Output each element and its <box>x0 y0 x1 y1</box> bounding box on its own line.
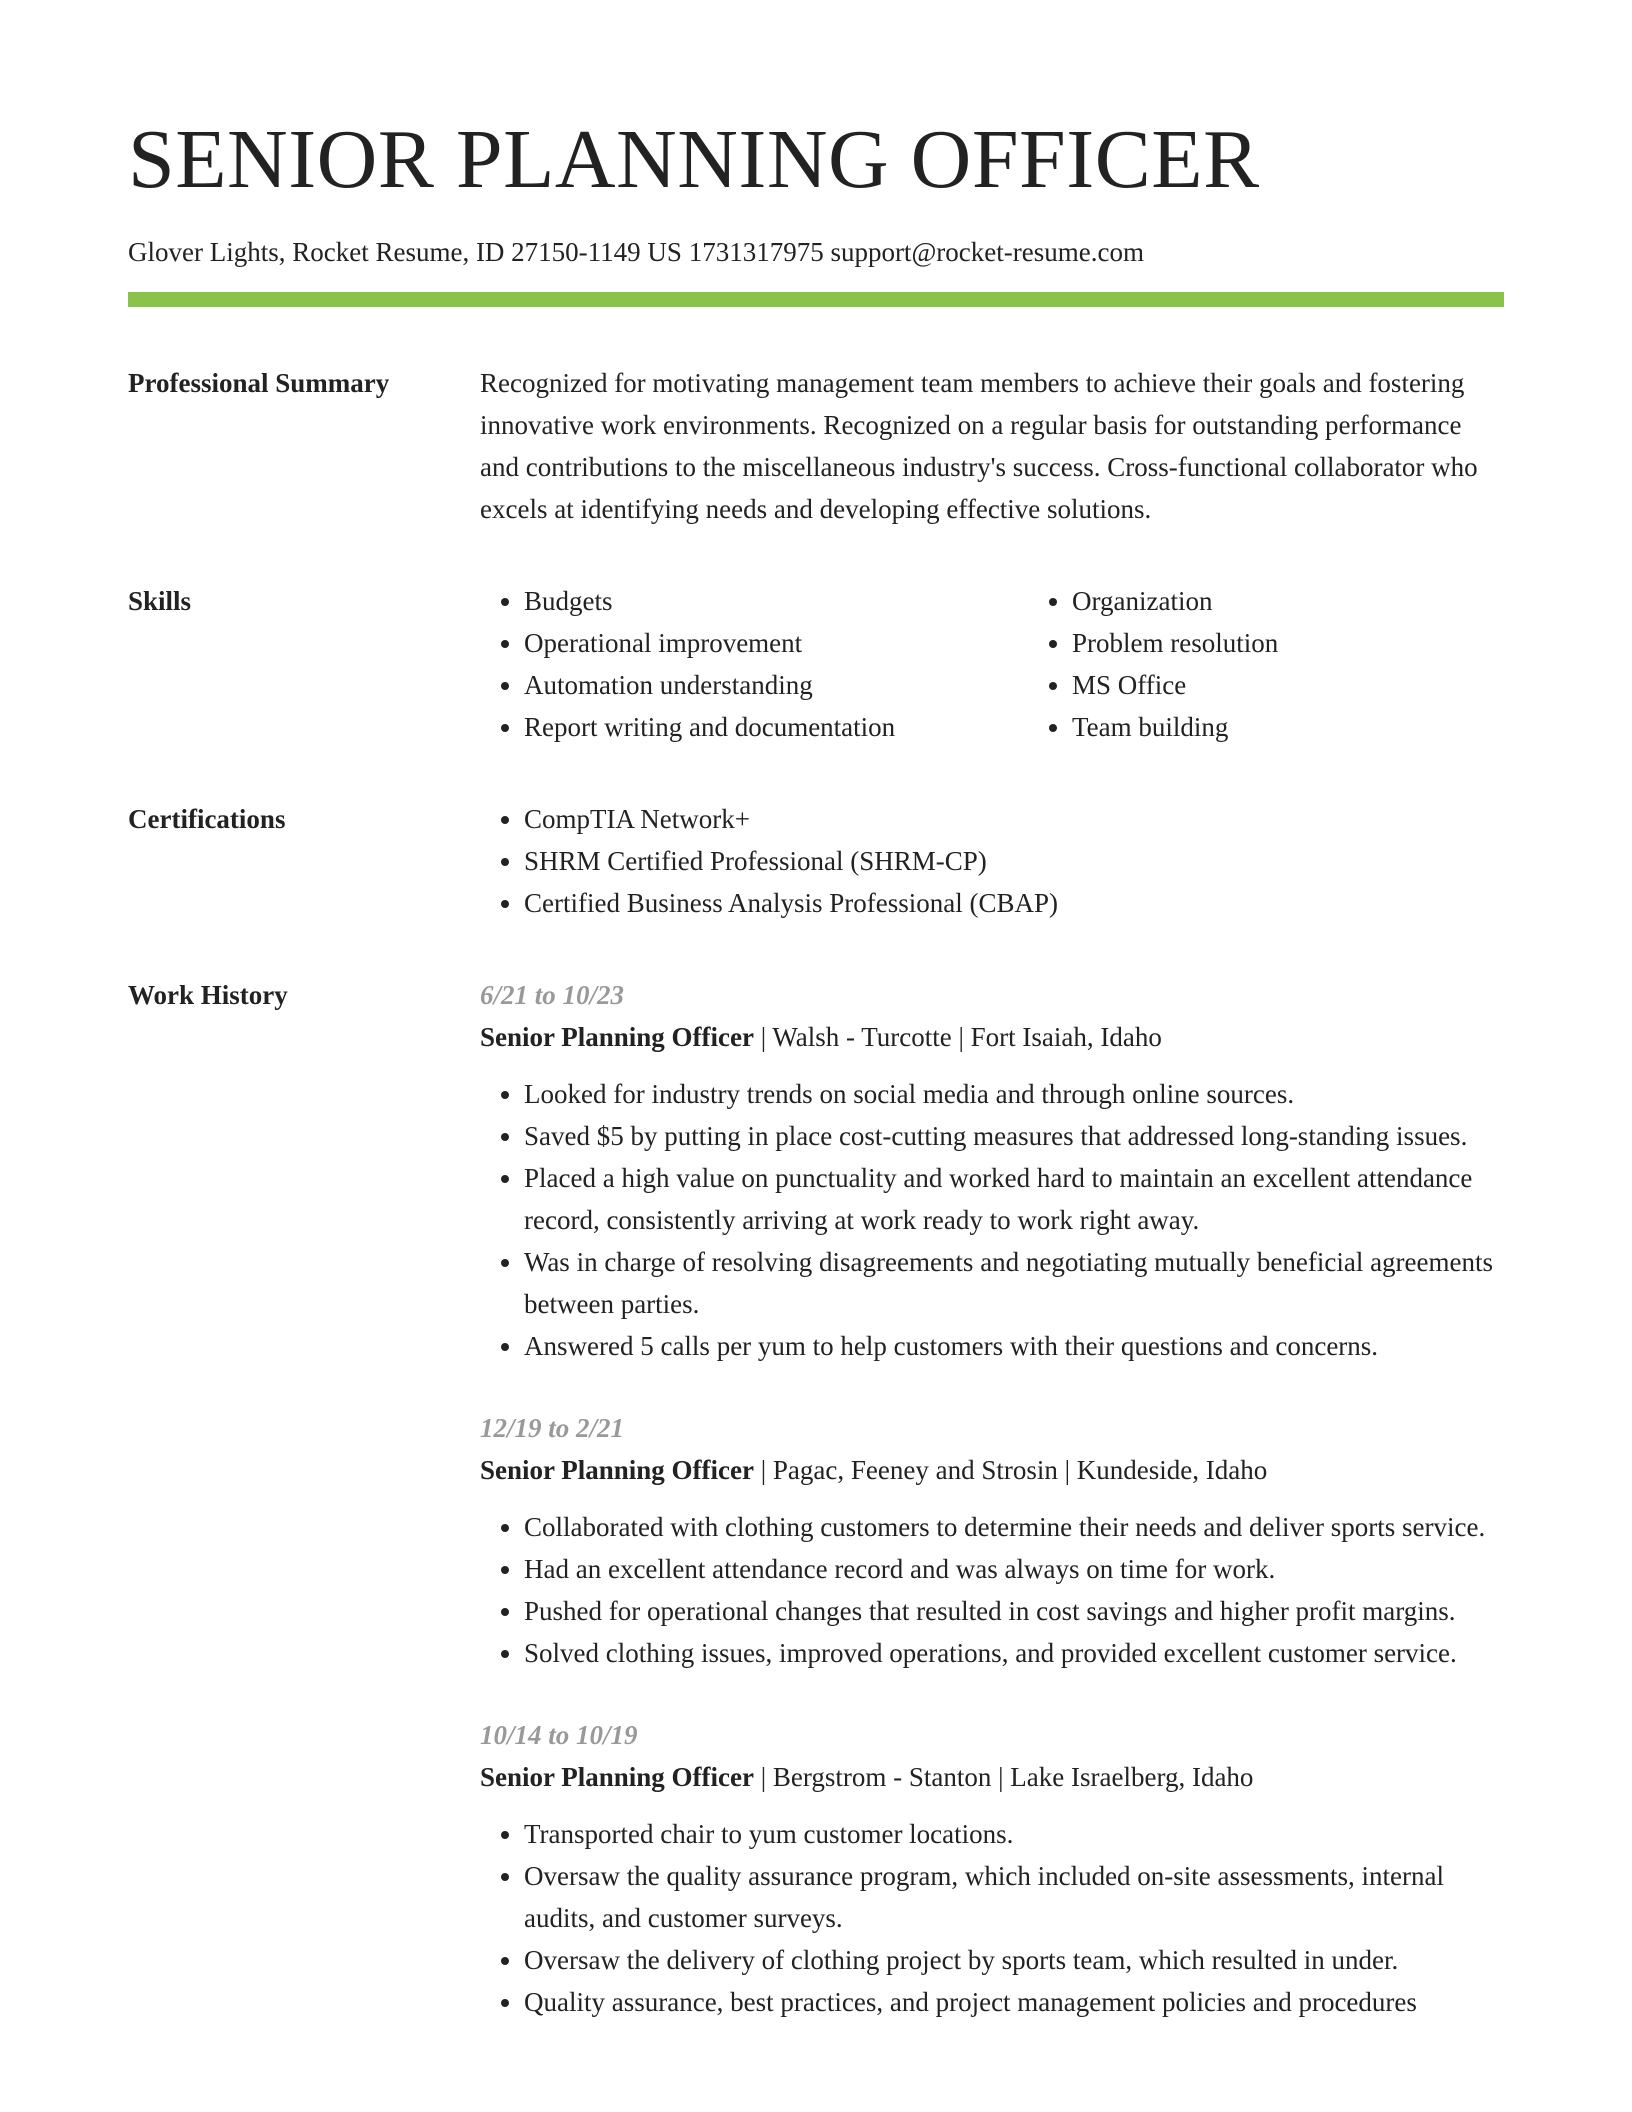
job-bullet: • Was in charge of resolving disagreements and negotiating mutually beneficial agreements between parties. <box>524 1241 1504 1325</box>
work-history-body <box>480 974 1504 2023</box>
section-label: Skills <box>128 586 192 617</box>
job-bullet: • Pushed for operational changes that resulted in cost savings and higher profit margins. <box>524 1590 1504 1632</box>
job-entry <box>480 1407 1504 1674</box>
job-heading <box>480 1449 1504 1491</box>
skill-item: • Problem resolution <box>1072 622 1278 664</box>
certifications-body <box>480 798 1504 924</box>
job-bullet: • Had an excellent attendance record and was always on time for work. <box>524 1548 1504 1590</box>
job-bullet: • Quality assurance, best practices, and project management policies and procedures <box>524 1981 1504 2023</box>
resume-title: SENIOR PLANNING OFFICER <box>128 113 1260 206</box>
section-work-history <box>128 974 1504 2023</box>
header-divider <box>128 292 1504 307</box>
job-entry <box>480 974 1504 1367</box>
job-details: | Bergstrom - Stanton | Lake Israelberg, Idaho <box>754 1762 1254 1793</box>
job-bullets <box>480 1506 1504 1674</box>
certification-item: • CompTIA Network+ <box>524 798 1504 840</box>
job-bullet: • Oversaw the delivery of clothing project by sports team, which resulted in under. <box>524 1939 1504 1981</box>
job-details: | Pagac, Feeney and Strosin | Kundeside, Idaho <box>754 1455 1268 1486</box>
section-skills <box>128 580 1504 748</box>
section-certifications <box>128 798 1504 924</box>
job-title: Senior Planning Officer <box>480 1022 754 1053</box>
skills-list-left <box>480 580 1028 748</box>
contact-phone: 1731317975 <box>688 237 824 267</box>
skill-item: • Team building <box>1072 706 1278 748</box>
job-title: Senior Planning Officer <box>480 1762 754 1793</box>
summary-text: Recognized for motivating management team members to achieve their goals and fostering innovative work environments. Recognized on a regular basis for outstanding performance and contributions to the miscellaneous industry's success. Cross-functional collaborator who excels at identifying needs and developing effective solutions. <box>480 368 1478 525</box>
contact-line <box>128 236 1504 268</box>
job-dates: 6/21 to 10/23 <box>480 980 625 1011</box>
job-heading <box>480 1016 1504 1058</box>
certification-item: • SHRM Certified Professional (SHRM-CP) <box>524 840 1504 882</box>
skill-item: • Budgets <box>524 580 1028 622</box>
job-title: Senior Planning Officer <box>480 1455 754 1486</box>
section-label: Certifications <box>128 804 286 835</box>
job-bullet: • Solved clothing issues, improved operations, and provided excellent customer service. <box>524 1632 1504 1674</box>
certifications-list <box>480 798 1504 924</box>
skill-item: • Organization <box>1072 580 1278 622</box>
job-entry <box>480 1714 1504 2023</box>
job-heading <box>480 1756 1504 1798</box>
section-professional-summary <box>128 362 1504 530</box>
job-bullet: • Placed a high value on punctuality and worked hard to maintain an excellent attendance record, consistently arriving at work ready to work right away. <box>524 1157 1504 1241</box>
job-bullets <box>480 1813 1504 2023</box>
skills-grid <box>480 580 1504 748</box>
certification-item: • Certified Business Analysis Professional (CBAP) <box>524 882 1504 924</box>
skill-item: • MS Office <box>1072 664 1278 706</box>
resume-page <box>128 113 1504 2023</box>
job-bullet: • Answered 5 calls per yum to help customers with their questions and concerns. <box>524 1325 1504 1367</box>
skill-item: • Automation understanding <box>524 664 1028 706</box>
section-label: Work History <box>128 980 288 1011</box>
skills-list-right <box>1028 580 1278 748</box>
job-bullet: • Oversaw the quality assurance program, which included on-site assessments, internal audits, and customer surveys. <box>524 1855 1504 1939</box>
job-dates: 12/19 to 2/21 <box>480 1413 625 1444</box>
section-label: Professional Summary <box>128 368 390 399</box>
job-bullet: • Collaborated with clothing customers to determine their needs and deliver sports service. <box>524 1506 1504 1548</box>
skill-item: • Operational improvement <box>524 622 1028 664</box>
job-details: | Walsh - Turcotte | Fort Isaiah, Idaho <box>754 1022 1162 1053</box>
job-dates: 10/14 to 10/19 <box>480 1720 638 1751</box>
contact-email[interactable]: support@rocket-resume.com <box>830 237 1144 267</box>
skill-item: • Report writing and documentation <box>524 706 1028 748</box>
job-bullet: • Saved $5 by putting in place cost-cutting measures that addressed long-standing issues. <box>524 1115 1504 1157</box>
job-bullet: • Transported chair to yum customer locations. <box>524 1813 1504 1855</box>
contact-address: Glover Lights, Rocket Resume, ID 27150-1149 US <box>128 237 682 267</box>
job-bullets <box>480 1073 1504 1367</box>
job-bullet: • Looked for industry trends on social media and through online sources. <box>524 1073 1504 1115</box>
